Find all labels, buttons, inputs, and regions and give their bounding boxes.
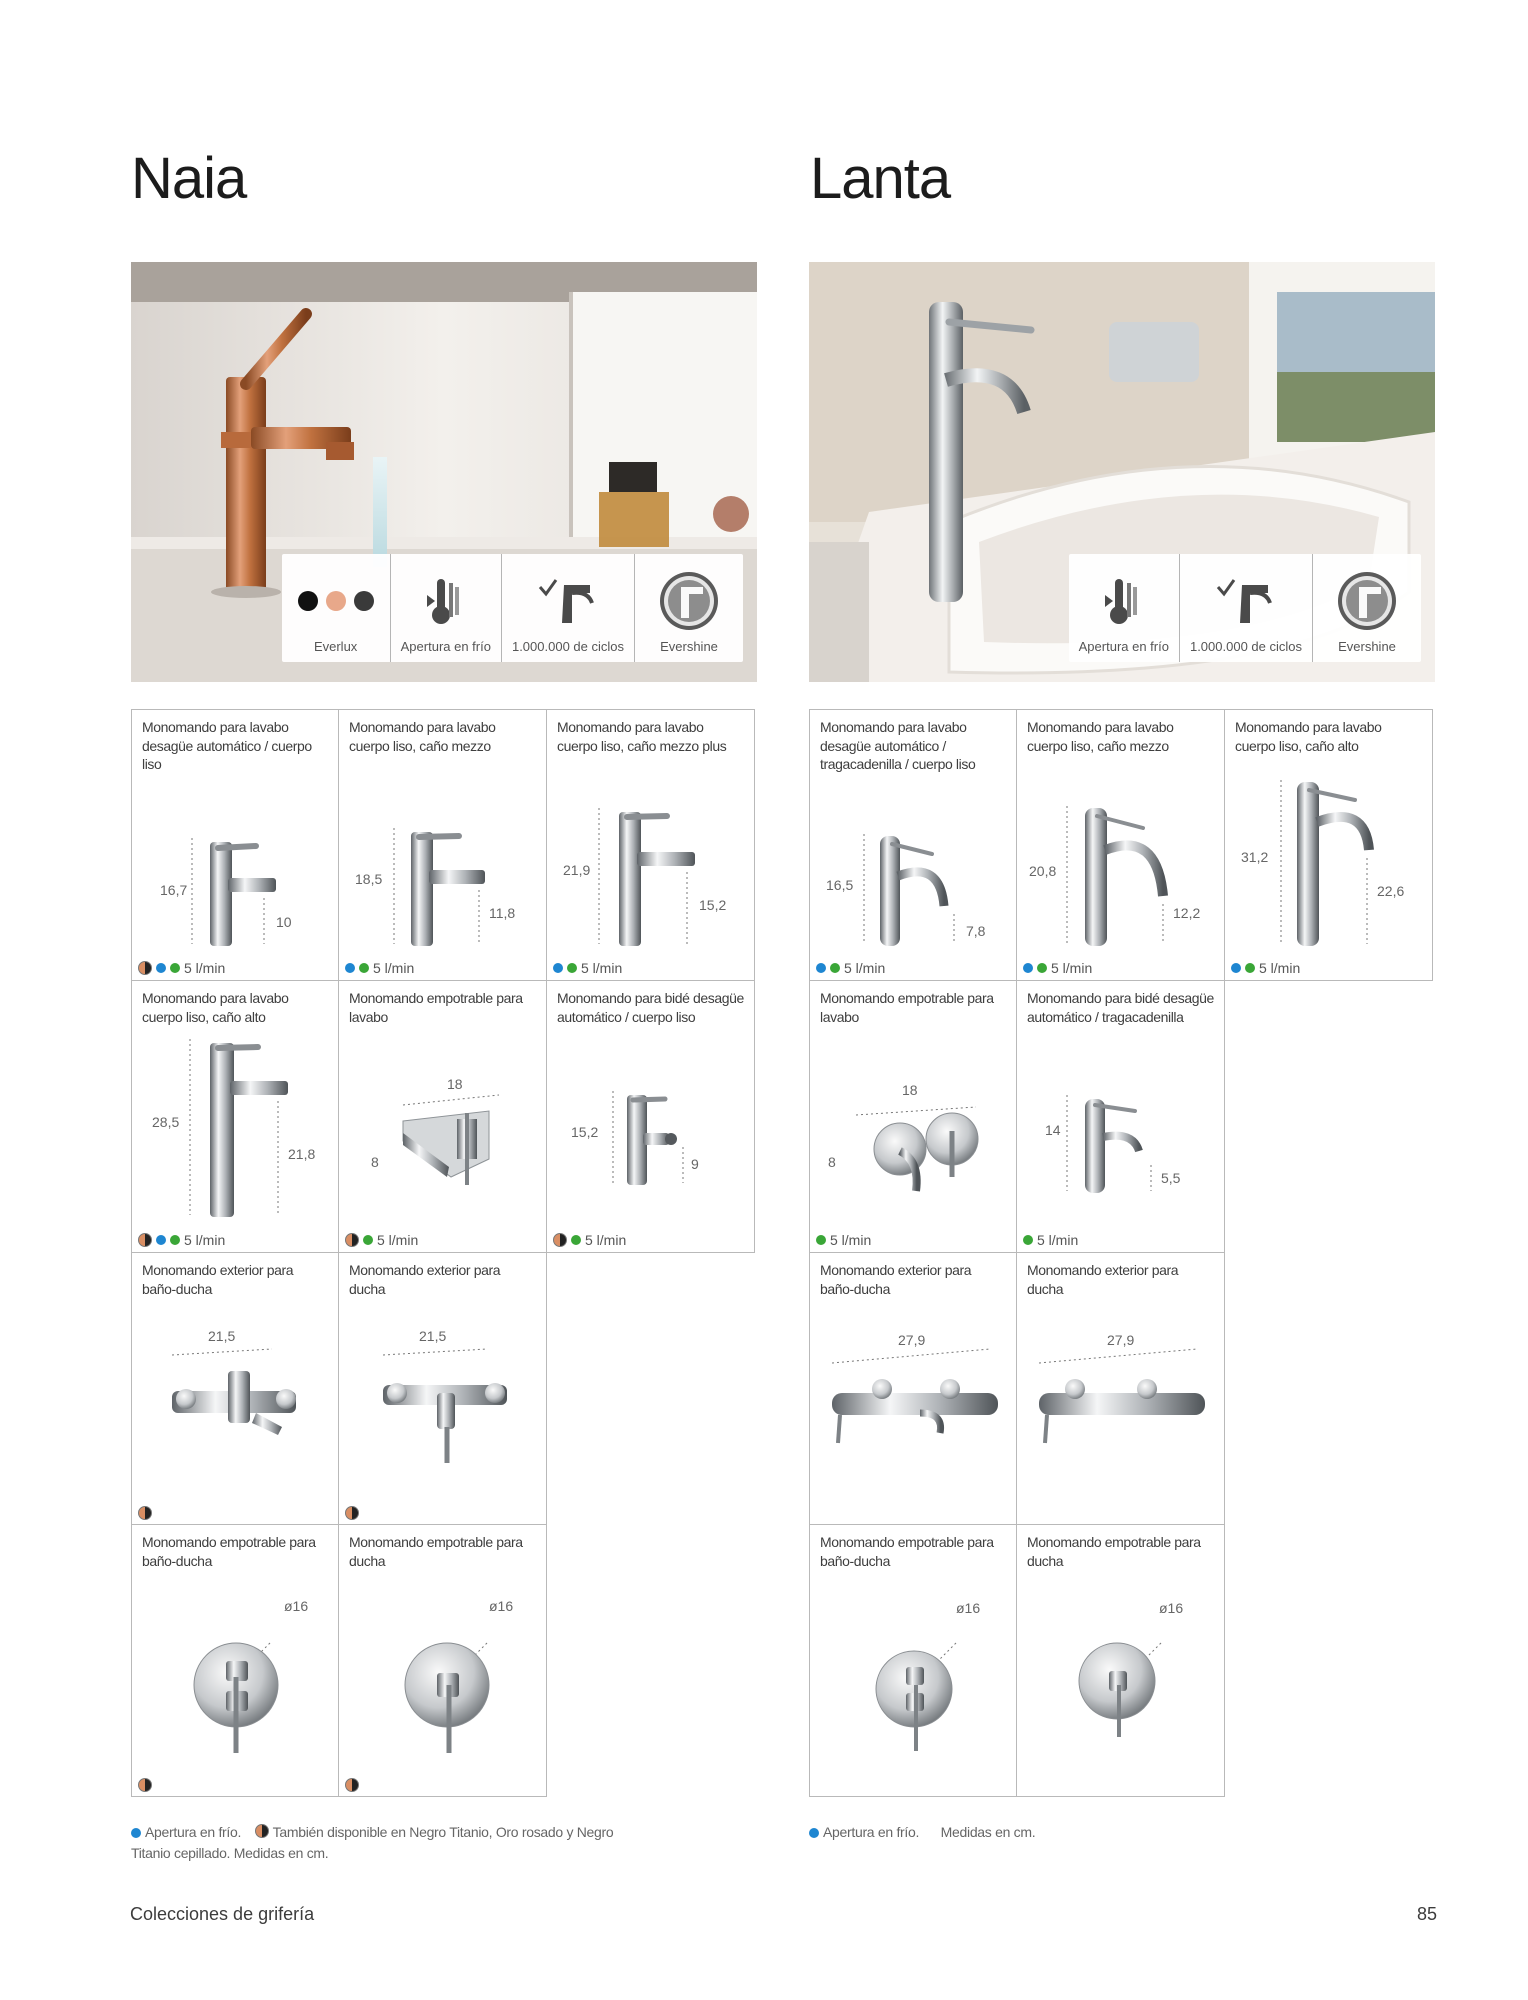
dimension-label: 21,5 [419, 1328, 447, 1344]
eco-flow-dot [830, 963, 840, 973]
eco-flow-dot [363, 1235, 373, 1245]
product-title: Monomando exterior para ducha [349, 1262, 501, 1297]
product-card [809, 1525, 1017, 1797]
product-card [809, 709, 1017, 981]
eco-flow-dot [170, 1235, 180, 1245]
eco-flow-dot [1245, 963, 1255, 973]
lanta-footnote [809, 1822, 1209, 1843]
flow-rate: 5 l/min [844, 960, 886, 976]
naia-hero-photo [131, 262, 757, 682]
cycles-label: 1.000.000 de ciclos [1189, 639, 1302, 654]
product-title: Monomando empotrable para baño-ducha [142, 1534, 316, 1569]
finish-and-flow [1023, 960, 1092, 976]
bidet-mixer-drawing [1017, 981, 1225, 1253]
eco-flow-dot [359, 963, 369, 973]
dimension-label: 15,2 [571, 1124, 599, 1140]
product-card [339, 709, 547, 981]
product-title: Monomando exterior para baño-ducha [142, 1262, 294, 1297]
basin-mixer-drawing [339, 710, 547, 982]
finish-and-flow [816, 960, 885, 976]
dimension-label: 22,6 [1377, 883, 1405, 899]
dimension-label: 12,2 [1173, 905, 1201, 921]
flow-rate: 5 l/min [830, 1232, 872, 1248]
cycles-badge [502, 554, 635, 662]
dimension-label: 21,8 [288, 1146, 316, 1162]
multi-finish-icon [138, 1233, 152, 1247]
dimension-label: 18 [902, 1082, 918, 1098]
flow-rate: 5 l/min [184, 1232, 226, 1248]
footnote-finishes: También disponible en Negro Titanio, Oro rosado y Negro Titanio cepillado. Medidas en cm. [131, 1824, 614, 1861]
multi-finish-icon [138, 961, 152, 975]
cold-opening-dot [156, 963, 166, 973]
finish-and-flow [138, 1778, 152, 1792]
dimension-label: 27,9 [898, 1332, 926, 1348]
footnote-cold: Apertura en frío. [823, 1824, 920, 1840]
product-title: Monomando exterior para ducha [1027, 1262, 1179, 1297]
dimension-label: 28,5 [152, 1114, 180, 1130]
flow-rate: 5 l/min [373, 960, 415, 976]
dimension-label: 21,9 [563, 862, 591, 878]
dimension-label: 7,8 [966, 923, 986, 939]
multi-finish-icon [345, 1778, 359, 1792]
product-title: Monomando para lavabo cuerpo liso, caño mezzo [349, 719, 496, 754]
product-title: Monomando para lavabo cuerpo liso, caño mezzo [1027, 719, 1174, 754]
finish-and-flow [138, 1232, 225, 1248]
product-title: Monomando empotrable para lavabo [349, 990, 523, 1025]
shower-mixer-drawing [1017, 1253, 1225, 1525]
page-number: 85 [1416, 1904, 1437, 1924]
dimension-label: 18 [447, 1076, 463, 1092]
cold-opening-dot [131, 1828, 141, 1838]
section-name: Colecciones de grifería [130, 1904, 315, 1924]
lanta-hero-photo [809, 262, 1435, 682]
basin-mixer-drawing [1017, 710, 1225, 982]
finishes-badge [282, 554, 391, 662]
finish-and-flow [345, 1232, 418, 1248]
naia-title: Naia [131, 146, 247, 211]
product-title: Monomando para lavabo desagüe automático / tragacadenilla / cuerpo liso [820, 719, 976, 772]
product-title: Monomando para lavabo desagüe automático / cuerpo liso [142, 719, 312, 772]
shower-mixer-drawing [339, 1253, 547, 1525]
thermometer-icon [421, 573, 471, 629]
product-card [131, 709, 339, 981]
dimension-label: ø16 [956, 1600, 981, 1616]
evershine-label: Evershine [1338, 639, 1396, 654]
product-title: Monomando para lavabo cuerpo liso, caño alto [142, 990, 289, 1025]
lanta-feature-badges [1069, 554, 1421, 662]
lanta-product-grid [809, 709, 1433, 1802]
wall-basin-mixer-drawing [810, 981, 1018, 1253]
flow-rate: 5 l/min [1051, 960, 1093, 976]
finish-and-flow [345, 1778, 359, 1792]
cold-opening-dot [345, 963, 355, 973]
product-card [547, 709, 755, 981]
multi-finish-icon [345, 1233, 359, 1247]
lanta-title: Lanta [810, 146, 951, 211]
evershine-icon [1335, 569, 1399, 633]
cold-opening-dot [1231, 963, 1241, 973]
cold-opening-dot [816, 963, 826, 973]
product-title: Monomando empotrable para ducha [349, 1534, 523, 1569]
multi-finish-icon [138, 1778, 152, 1792]
dimension-label: 8 [371, 1154, 379, 1170]
concealed-mixer-drawing [132, 1525, 340, 1797]
naia-product-grid [131, 709, 755, 1802]
dimension-label: 16,5 [826, 877, 854, 893]
product-title: Monomando para bidé desagüe automático / cuerpo liso [557, 990, 744, 1025]
finish-and-flow [553, 1232, 626, 1248]
product-card [809, 1253, 1017, 1525]
concealed-mixer-drawing [810, 1525, 1018, 1797]
finish-and-flow [1231, 960, 1300, 976]
concealed-mixer-drawing [339, 1525, 547, 1797]
evershine-icon [657, 569, 721, 633]
dimension-label: 14 [1045, 1122, 1061, 1138]
eco-flow-dot [1037, 963, 1047, 973]
multi-finish-icon [255, 1824, 269, 1838]
product-title: Monomando para lavabo cuerpo liso, caño alto [1235, 719, 1382, 754]
evershine-badge [635, 554, 743, 662]
finishes-label: Everlux [313, 639, 358, 654]
dimension-label: 16,7 [160, 882, 188, 898]
eco-flow-dot [567, 963, 577, 973]
dimension-label: 18,5 [355, 871, 383, 887]
cold-opening-dot [156, 1235, 166, 1245]
cycles-check-icon [536, 573, 600, 629]
flow-rate: 5 l/min [377, 1232, 419, 1248]
dimension-label: ø16 [1159, 1600, 1184, 1616]
multi-finish-icon [553, 1233, 567, 1247]
dimension-label: 31,2 [1241, 849, 1269, 865]
dimension-label: ø16 [284, 1598, 309, 1614]
product-card [1017, 709, 1225, 981]
bath-shower-mixer-drawing [132, 1253, 340, 1525]
naia-footnote [131, 1822, 621, 1864]
naia-feature-badges [282, 554, 743, 662]
finish-swatch-black [298, 591, 318, 611]
product-card [1017, 1253, 1225, 1525]
flow-rate: 5 l/min [184, 960, 226, 976]
finish-and-flow [816, 1232, 871, 1248]
evershine-label: Evershine [660, 639, 718, 654]
multi-finish-icon [345, 1506, 359, 1520]
concealed-mixer-drawing [1017, 1525, 1225, 1797]
product-card [339, 981, 547, 1253]
finish-and-flow [345, 960, 414, 976]
finish-and-flow [138, 1506, 152, 1520]
dimension-label: 15,2 [699, 897, 727, 913]
flow-rate: 5 l/min [1259, 960, 1301, 976]
product-card [339, 1253, 547, 1525]
product-card [131, 1253, 339, 1525]
cold-opening-badge [1069, 554, 1180, 662]
finish-swatches [298, 591, 374, 611]
dimension-label: 5,5 [1161, 1170, 1181, 1186]
flow-rate: 5 l/min [585, 1232, 627, 1248]
dimension-label: 9 [691, 1156, 699, 1172]
dimension-label: 21,5 [208, 1328, 236, 1344]
finish-and-flow [345, 1506, 359, 1520]
basin-mixer-drawing [810, 710, 1018, 982]
product-card [131, 981, 339, 1253]
product-title: Monomando empotrable para ducha [1027, 1534, 1201, 1569]
footnote-units: Medidas en cm. [940, 1824, 1036, 1840]
footnote-cold: Apertura en frío. [145, 1824, 242, 1840]
finish-swatch-titanium [354, 591, 374, 611]
dimension-label: 8 [828, 1154, 836, 1170]
basin-mixer-tall-drawing [132, 981, 340, 1253]
dimension-label: 10 [276, 914, 292, 930]
product-card [1225, 709, 1433, 981]
thermometer-icon [1099, 573, 1149, 629]
cycles-label: 1.000.000 de ciclos [511, 639, 624, 654]
cold-opening-badge [391, 554, 502, 662]
product-card [547, 981, 755, 1253]
bidet-mixer-drawing [547, 981, 755, 1253]
eco-flow-dot [1023, 1235, 1033, 1245]
dimension-label: ø16 [489, 1598, 514, 1614]
multi-finish-icon [138, 1506, 152, 1520]
eco-flow-dot [816, 1235, 826, 1245]
eco-flow-dot [571, 1235, 581, 1245]
product-card [809, 981, 1017, 1253]
basin-mixer-drawing [132, 710, 340, 982]
finish-and-flow [553, 960, 622, 976]
eco-flow-dot [170, 963, 180, 973]
cold-opening-label: Apertura en frío [1078, 639, 1169, 654]
finish-swatch-rose-gold [326, 591, 346, 611]
product-title: Monomando empotrable para baño-ducha [820, 1534, 994, 1569]
product-card [1017, 1525, 1225, 1797]
flow-rate: 5 l/min [581, 960, 623, 976]
product-title: Monomando empotrable para lavabo [820, 990, 994, 1025]
dimension-label: 11,8 [489, 905, 516, 921]
cold-opening-dot [553, 963, 563, 973]
cycles-badge [1180, 554, 1313, 662]
cold-opening-dot [1023, 963, 1033, 973]
product-title: Monomando para lavabo cuerpo liso, caño mezzo plus [557, 719, 727, 754]
wall-basin-mixer-drawing [339, 981, 547, 1253]
dimension-label: 20,8 [1029, 863, 1057, 879]
basin-mixer-drawing [547, 710, 755, 982]
product-card [131, 1525, 339, 1797]
cold-opening-dot [809, 1828, 819, 1838]
cycles-check-icon [1214, 573, 1278, 629]
finish-and-flow [138, 960, 225, 976]
basin-mixer-tall-drawing [1225, 710, 1433, 982]
product-card [339, 1525, 547, 1797]
cold-opening-label: Apertura en frío [400, 639, 491, 654]
evershine-badge [1313, 554, 1421, 662]
product-title: Monomando exterior para baño-ducha [820, 1262, 972, 1297]
product-title: Monomando para bidé desagüe automático / tragacadenilla [1027, 990, 1214, 1025]
product-card [1017, 981, 1225, 1253]
flow-rate: 5 l/min [1037, 1232, 1079, 1248]
dimension-label: 27,9 [1107, 1332, 1135, 1348]
bath-shower-mixer-drawing [810, 1253, 1018, 1525]
finish-and-flow [1023, 1232, 1078, 1248]
